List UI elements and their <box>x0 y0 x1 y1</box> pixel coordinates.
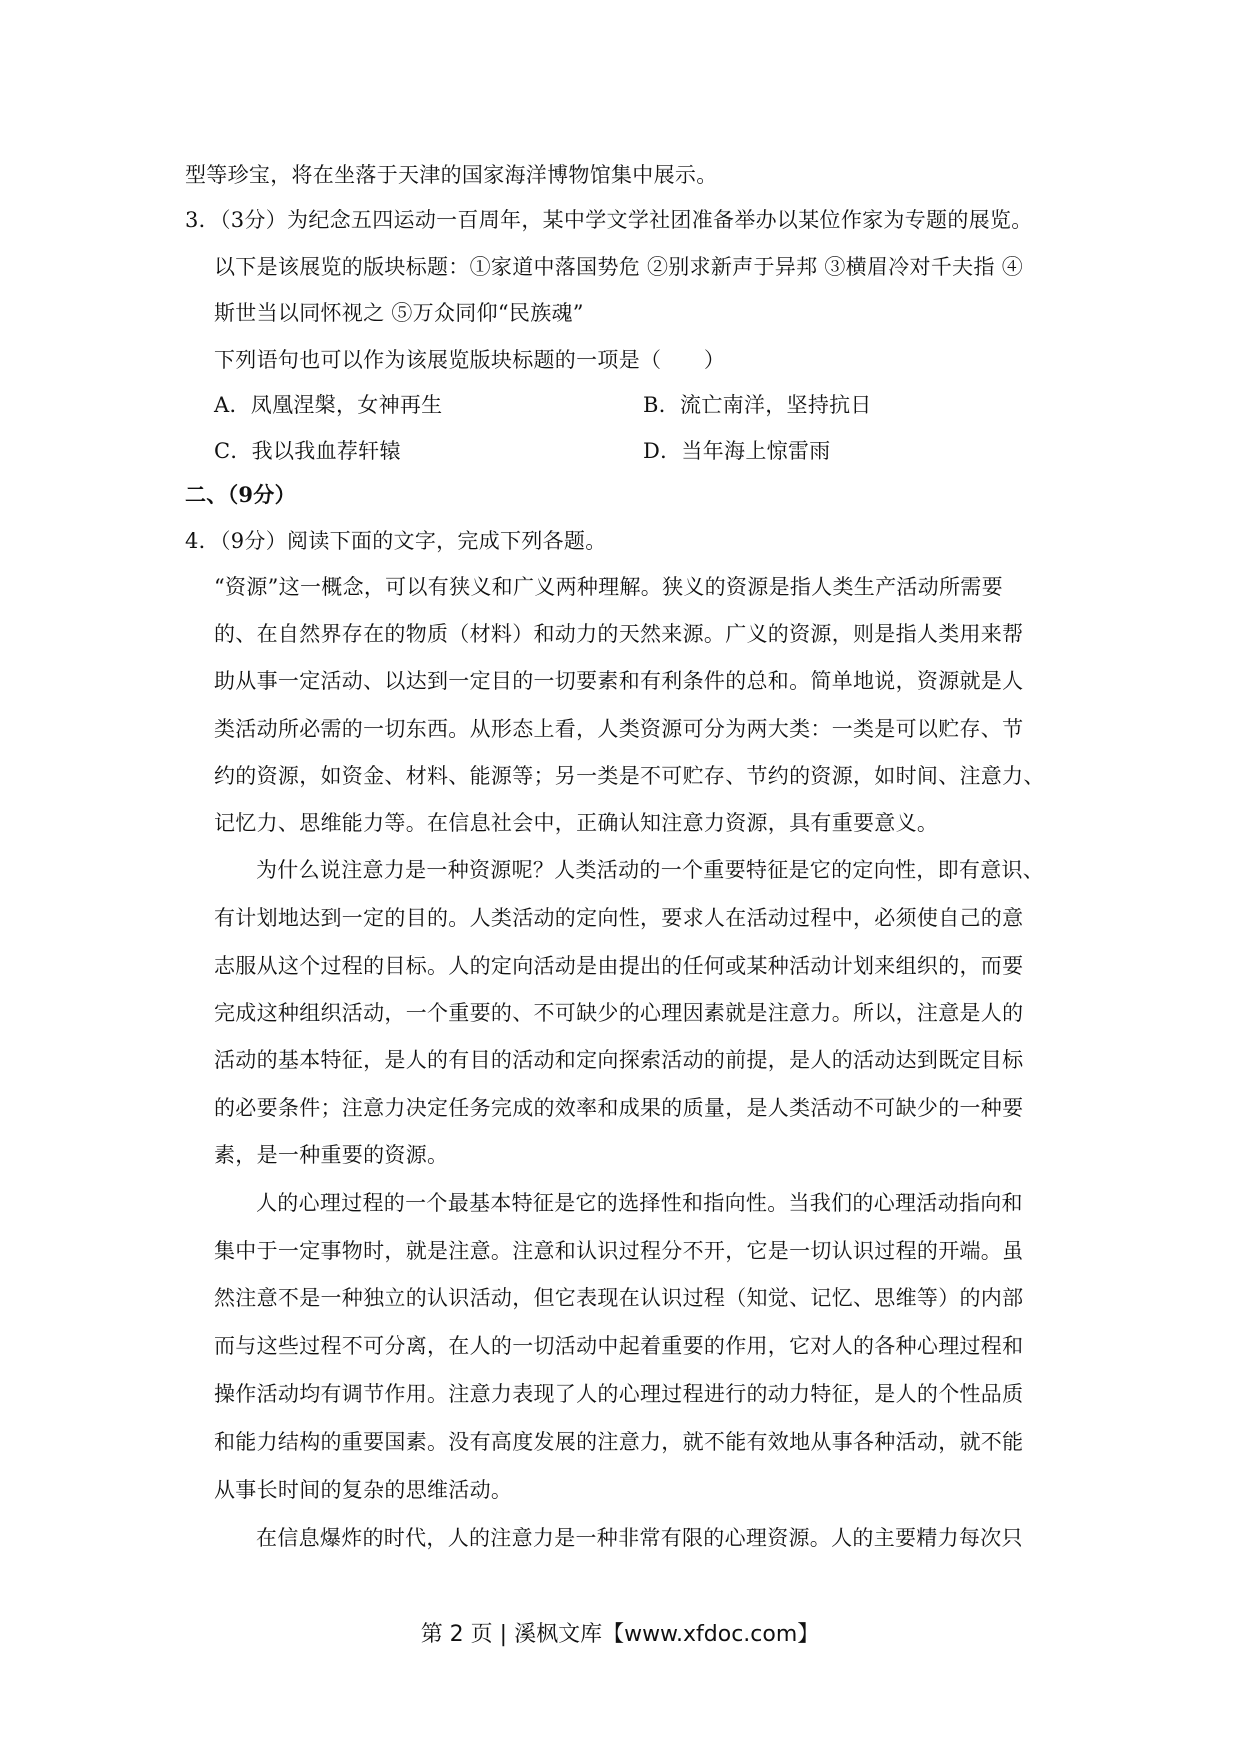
passage-line: 完成这种组织活动，一个重要的、不可缺少的心理因素就是注意力。所以，注意是人的 <box>214 1001 1024 1025</box>
page-footer: 第 2 页 | 溪枫文库【www.xfdoc.com】 <box>420 1622 820 1647</box>
passage-line: 类活动所必需的一切东西。从形态上看，人类资源可分为两大类：一类是可以贮存、节 <box>214 717 1024 741</box>
question-4-stem: 4．（9分）阅读下面的文字，完成下列各题。 <box>185 529 607 553</box>
option-a: A．凤凰涅槃，女神再生 <box>214 393 443 417</box>
passage-line: 从事长时间的复杂的思维活动。 <box>214 1478 513 1502</box>
passage-line: 和能力结构的重要国素。没有高度发展的注意力，就不能有效地从事各种活动，就不能 <box>214 1430 1024 1454</box>
section-heading: 二、（9分） <box>185 482 296 507</box>
passage-line: 然注意不是一种独立的认识活动，但它表现在认识过程（知觉、记忆、思维等）的内部 <box>214 1286 1024 1310</box>
passage-line: 在信息爆炸的时代，人的注意力是一种非常有限的心理资源。人的主要精力每次只 <box>256 1526 1023 1550</box>
passage-line: 的必要条件；注意力决定任务完成的效率和成果的质量，是人类活动不可缺少的一种要 <box>214 1096 1024 1120</box>
passage-line: “资源”这一概念，可以有狭义和广义两种理解。狭义的资源是指人类生产活动所需要 <box>214 575 1003 599</box>
passage-line: 约的资源，如资金、材料、能源等；另一类是不可贮存、节约的资源，如时间、注意力、 <box>214 764 1045 788</box>
text-line: 型等珍宝，将在坐落于天津的国家海洋博物馆集中展示。 <box>185 163 718 187</box>
text-line: 以下是该展览的版块标题：①家道中落国势危 ②别求新声于异邦 ③横眉冷对千夫指 ④ <box>214 255 1024 279</box>
option-c: C．我以我血荐轩辕 <box>214 439 401 463</box>
passage-line: 的、在自然界存在的物质（材料）和动力的天然来源。广义的资源，则是指人类用来帮 <box>214 622 1024 646</box>
passage-line: 操作活动均有调节作用。注意力表现了人的心理过程进行的动力特征，是人的个性品质 <box>214 1382 1024 1406</box>
passage-line: 志服从这个过程的目标。人的定向活动是由提出的任何或某种活动计划来组织的，而要 <box>214 954 1024 978</box>
option-d: D．当年海上惊雷雨 <box>643 439 831 463</box>
passage-line: 活动的基本特征，是人的有目的活动和定向探索活动的前提，是人的活动达到既定目标 <box>214 1048 1024 1072</box>
question-3-stem: 3．（3分）为纪念五四运动一百周年，某中学文学社团准备举办以某位作家为专题的展览。 <box>185 208 1033 232</box>
passage-line: 有计划地达到一定的目的。人类活动的定向性，要求人在活动过程中，必须使自己的意 <box>214 906 1024 930</box>
text-line: 斯世当以同怀视之 ⑤万众同仰“民族魂” <box>214 301 584 325</box>
option-b: B．流亡南洋，坚持抗日 <box>643 393 872 417</box>
passage-line: 素，是一种重要的资源。 <box>214 1143 449 1167</box>
question-3-prompt: 下列语句也可以作为该展览版块标题的一项是（ ） <box>214 348 726 372</box>
passage-line: 记忆力、思维能力等。在信息社会中，正确认知注意力资源，具有重要意义。 <box>214 811 939 835</box>
passage-line: 人的心理过程的一个最基本特征是它的选择性和指向性。当我们的心理活动指向和 <box>256 1191 1023 1215</box>
passage-line: 而与这些过程不可分离，在人的一切活动中起着重要的作用，它对人的各种心理过程和 <box>214 1334 1024 1358</box>
passage-line: 为什么说注意力是一种资源呢？人类活动的一个重要特征是它的定向性，即有意识、 <box>256 858 1045 882</box>
passage-line: 集中于一定事物时，就是注意。注意和认识过程分不开，它是一切认识过程的开端。虽 <box>214 1239 1024 1263</box>
passage-line: 助从事一定活动、以达到一定目的一切要素和有利条件的总和。简单地说，资源就是人 <box>214 669 1024 693</box>
